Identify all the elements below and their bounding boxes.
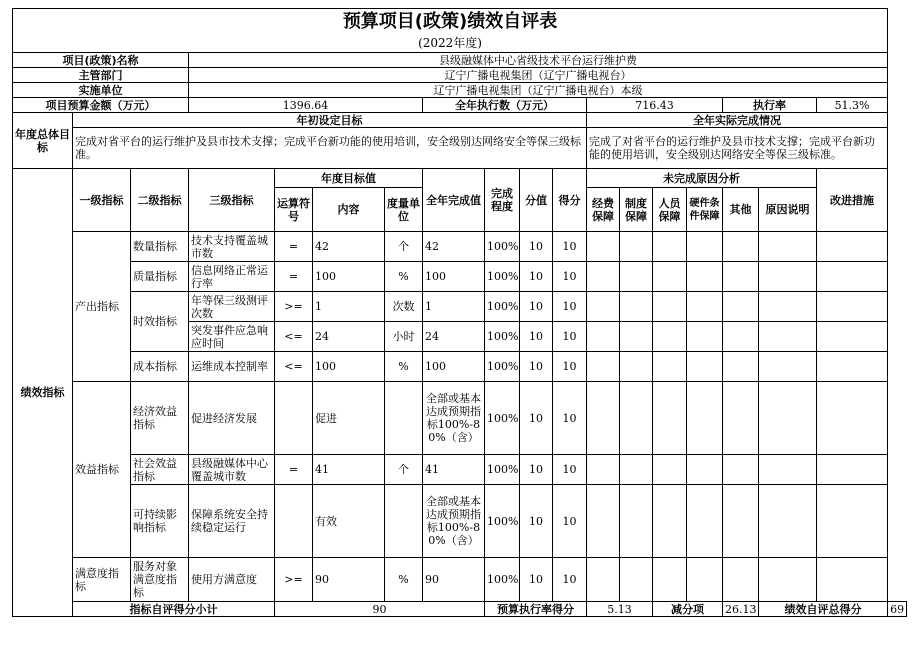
reason-cell xyxy=(587,455,620,485)
row-level2: 数量指标 xyxy=(131,232,189,262)
execution-rate: 51.3% xyxy=(817,98,888,113)
row-unit: 小时 xyxy=(385,322,423,352)
row-level3: 信息网络正常运行率 xyxy=(189,262,275,292)
row-degree: 100% xyxy=(485,292,520,322)
improvement-cell xyxy=(817,232,888,262)
row-unit: % xyxy=(385,262,423,292)
row-unit: 个 xyxy=(385,455,423,485)
table-row xyxy=(13,232,907,262)
row-operator: >= xyxy=(275,292,313,322)
header-reason-other: 其他 xyxy=(723,188,759,232)
subtotal-score: 90 xyxy=(275,602,485,617)
row-level3: 县级融媒体中心覆盖城市数 xyxy=(189,455,275,485)
row-level3: 保障系统安全持续稳定运行 xyxy=(189,485,275,558)
row-degree: 100% xyxy=(485,232,520,262)
summary-row xyxy=(13,602,907,617)
row-operator xyxy=(275,485,313,558)
header-completion-degree: 完成程度 xyxy=(485,169,520,232)
budget-score-label: 预算执行率得分 xyxy=(485,602,587,617)
reason-cell xyxy=(653,232,687,262)
reason-cell xyxy=(687,292,723,322)
row-level3: 年等保三级测评次数 xyxy=(189,292,275,322)
reason-cell xyxy=(587,232,620,262)
row-actual: 全部或基本达成预期指标100%-80%（含） xyxy=(423,382,485,455)
reason-cell xyxy=(587,262,620,292)
row-score-value: 10 xyxy=(520,352,553,382)
header-level3: 三级指标 xyxy=(189,169,275,232)
improvement-cell xyxy=(817,455,888,485)
reason-cell xyxy=(620,262,653,292)
row-score-value: 10 xyxy=(520,322,553,352)
reason-cell xyxy=(620,382,653,455)
initial-goal-text: 完成对省平台的运行维护及县市技术支撑；完成平台新功能的使用培训，安全级别达网络安全等保三级标准。 xyxy=(73,128,587,169)
reason-cell xyxy=(653,485,687,558)
actual-completion-label: 全年实际完成情况 xyxy=(587,113,888,128)
row-score: 10 xyxy=(553,455,587,485)
reason-cell xyxy=(723,382,759,455)
row-operator xyxy=(275,382,313,455)
annual-goal-label: 年度总体目标 xyxy=(13,113,73,169)
header-reason-funds: 经费保障 xyxy=(587,188,620,232)
project-name-label: 项目(政策)名称 xyxy=(13,53,189,68)
table-row xyxy=(13,558,907,602)
row-level3: 突发事件应急响应时间 xyxy=(189,322,275,352)
row-score: 10 xyxy=(553,485,587,558)
row-unit: 个 xyxy=(385,232,423,262)
row-level2: 社会效益指标 xyxy=(131,455,189,485)
reason-cell xyxy=(723,292,759,322)
row-level2: 可持续影响指标 xyxy=(131,485,189,558)
reason-cell xyxy=(587,292,620,322)
row-actual: 1 xyxy=(423,292,485,322)
deduction-score: 26.13 xyxy=(723,602,759,617)
row-level2: 经济效益指标 xyxy=(131,382,189,455)
group-benefit: 效益指标 xyxy=(73,382,131,558)
form-title-cell xyxy=(13,9,888,35)
reason-cell xyxy=(653,352,687,382)
reason-cell xyxy=(723,485,759,558)
reason-cell xyxy=(687,232,723,262)
reason-cell xyxy=(587,558,620,602)
row-operator: = xyxy=(275,262,313,292)
row-unit: % xyxy=(385,352,423,382)
reason-cell xyxy=(653,382,687,455)
subtotal-label: 指标自评得分小计 xyxy=(73,602,275,617)
self-evaluation-table xyxy=(12,8,907,617)
row-content: 促进 xyxy=(313,382,385,455)
reason-cell xyxy=(620,292,653,322)
reason-cell xyxy=(653,455,687,485)
reason-cell xyxy=(759,262,817,292)
reason-cell xyxy=(723,322,759,352)
improvement-cell xyxy=(817,558,888,602)
row-unit xyxy=(385,382,423,455)
improvement-cell xyxy=(817,382,888,455)
row-score-value: 10 xyxy=(520,232,553,262)
reason-cell xyxy=(759,382,817,455)
form-year-cell xyxy=(13,35,888,53)
deduction-label: 减分项 xyxy=(653,602,723,617)
header-operator: 运算符号 xyxy=(275,188,313,232)
row-score: 10 xyxy=(553,382,587,455)
row-content: 41 xyxy=(313,455,385,485)
row-degree: 100% xyxy=(485,262,520,292)
row-level2: 时效指标 xyxy=(131,292,189,352)
table-row xyxy=(13,262,907,292)
reason-cell xyxy=(653,558,687,602)
reason-cell xyxy=(723,262,759,292)
improvement-cell xyxy=(817,322,888,352)
header-score-value: 分值 xyxy=(520,169,553,232)
reason-cell xyxy=(759,322,817,352)
row-degree: 100% xyxy=(485,455,520,485)
reason-cell xyxy=(687,485,723,558)
row-operator: <= xyxy=(275,322,313,352)
budget-score: 5.13 xyxy=(587,602,653,617)
row-degree: 100% xyxy=(485,485,520,558)
row-content: 42 xyxy=(313,232,385,262)
improvement-cell xyxy=(817,485,888,558)
header-reason-hardware: 硬件条件保障 xyxy=(687,188,723,232)
reason-cell xyxy=(620,322,653,352)
row-level3: 运维成本控制率 xyxy=(189,352,275,382)
row-level2: 成本指标 xyxy=(131,352,189,382)
row-score-value: 10 xyxy=(520,455,553,485)
row-operator: = xyxy=(275,455,313,485)
reason-cell xyxy=(687,262,723,292)
total-score-label: 绩效自评总得分 xyxy=(759,602,888,617)
project-name: 县级融媒体中心省级技术平台运行维护费 xyxy=(189,53,888,68)
row-score: 10 xyxy=(553,262,587,292)
reason-cell xyxy=(587,352,620,382)
reason-cell xyxy=(653,292,687,322)
reason-cell xyxy=(620,232,653,262)
header-reason-system: 制度保障 xyxy=(620,188,653,232)
row-score: 10 xyxy=(553,352,587,382)
budget-label: 项目预算金额（万元） xyxy=(13,98,189,113)
row-content: 100 xyxy=(313,352,385,382)
row-degree: 100% xyxy=(485,558,520,602)
table-row xyxy=(13,485,907,558)
header-level2: 二级指标 xyxy=(131,169,189,232)
reason-cell xyxy=(687,382,723,455)
implementing-unit: 辽宁广播电视集团（辽宁广播电视台）本级 xyxy=(189,83,888,98)
unit-label: 实施单位 xyxy=(13,83,189,98)
row-score-value: 10 xyxy=(520,292,553,322)
row-actual: 100 xyxy=(423,352,485,382)
reason-cell xyxy=(620,558,653,602)
header-reason-explain: 原因说明 xyxy=(759,188,817,232)
header-improvement: 改进措施 xyxy=(817,169,888,232)
row-level2: 质量指标 xyxy=(131,262,189,292)
table-row xyxy=(13,455,907,485)
group-satisfaction: 满意度指标 xyxy=(73,558,131,602)
department: 辽宁广播电视集团（辽宁广播电视台） xyxy=(189,68,888,83)
reason-cell xyxy=(759,485,817,558)
header-level1: 一级指标 xyxy=(73,169,131,232)
row-actual: 42 xyxy=(423,232,485,262)
reason-cell xyxy=(587,322,620,352)
row-unit: 次数 xyxy=(385,292,423,322)
row-level3: 使用方满意度 xyxy=(189,558,275,602)
row-degree: 100% xyxy=(485,382,520,455)
reason-cell xyxy=(687,558,723,602)
row-actual: 24 xyxy=(423,322,485,352)
row-operator: = xyxy=(275,232,313,262)
reason-cell xyxy=(653,322,687,352)
performance-indicators-label: 绩效指标 xyxy=(13,169,73,617)
row-actual: 90 xyxy=(423,558,485,602)
reason-cell xyxy=(759,232,817,262)
row-score: 10 xyxy=(553,558,587,602)
improvement-cell xyxy=(817,352,888,382)
header-content: 内容 xyxy=(313,188,385,232)
reason-cell xyxy=(723,232,759,262)
department-label: 主管部门 xyxy=(13,68,189,83)
row-content: 90 xyxy=(313,558,385,602)
reason-cell xyxy=(723,455,759,485)
group-output: 产出指标 xyxy=(73,232,131,382)
reason-cell xyxy=(687,352,723,382)
header-annual-target: 年度目标值 xyxy=(275,169,423,188)
reason-cell xyxy=(723,558,759,602)
reason-cell xyxy=(620,352,653,382)
table-row xyxy=(13,352,907,382)
row-degree: 100% xyxy=(485,322,520,352)
row-actual: 41 xyxy=(423,455,485,485)
row-score-value: 10 xyxy=(520,558,553,602)
header-reason-analysis: 未完成原因分析 xyxy=(587,169,817,188)
actual-completion-text: 完成了对省平台的运行维护及县市技术支撑；完成平台新功能的使用培训，安全级别达网络安全等保三级标准。 xyxy=(587,128,888,169)
row-content: 24 xyxy=(313,322,385,352)
row-operator: >= xyxy=(275,558,313,602)
reason-cell xyxy=(620,485,653,558)
row-operator: <= xyxy=(275,352,313,382)
row-unit xyxy=(385,485,423,558)
execution-rate-label: 执行率 xyxy=(723,98,817,113)
reason-cell xyxy=(759,352,817,382)
header-unit: 度量单位 xyxy=(385,188,423,232)
row-score: 10 xyxy=(553,232,587,262)
row-score: 10 xyxy=(553,292,587,322)
improvement-cell xyxy=(817,292,888,322)
header-score: 得分 xyxy=(553,169,587,232)
row-unit: % xyxy=(385,558,423,602)
reason-cell xyxy=(759,558,817,602)
row-score-value: 10 xyxy=(520,262,553,292)
row-score-value: 10 xyxy=(520,382,553,455)
executed-label: 全年执行数（万元） xyxy=(423,98,587,113)
row-actual: 全部或基本达成预期指标100%-80%（含） xyxy=(423,485,485,558)
total-score: 69 xyxy=(888,602,907,617)
header-actual-value: 全年完成值 xyxy=(423,169,485,232)
reason-cell xyxy=(687,322,723,352)
row-score-value: 10 xyxy=(520,485,553,558)
reason-cell xyxy=(587,485,620,558)
header-reason-staff: 人员保障 xyxy=(653,188,687,232)
row-score: 10 xyxy=(553,322,587,352)
reason-cell xyxy=(759,292,817,322)
row-degree: 100% xyxy=(485,352,520,382)
row-actual: 100 xyxy=(423,262,485,292)
form-title: 预算项目(政策)绩效自评表 xyxy=(342,10,558,32)
row-level3: 促进经济发展 xyxy=(189,382,275,455)
reason-cell xyxy=(723,352,759,382)
row-content: 有效 xyxy=(313,485,385,558)
improvement-cell xyxy=(817,262,888,292)
reason-cell xyxy=(759,455,817,485)
table-row xyxy=(13,292,907,322)
executed-amount: 716.43 xyxy=(587,98,723,113)
budget-amount: 1396.64 xyxy=(189,98,423,113)
row-level2: 服务对象满意度指标 xyxy=(131,558,189,602)
table-row xyxy=(13,382,907,455)
row-content: 1 xyxy=(313,292,385,322)
row-content: 100 xyxy=(313,262,385,292)
reason-cell xyxy=(653,262,687,292)
reason-cell xyxy=(687,455,723,485)
row-level3: 技术支持覆盖城市数 xyxy=(189,232,275,262)
reason-cell xyxy=(620,455,653,485)
form-year: (2022年度) xyxy=(418,36,482,51)
initial-goal-label: 年初设定目标 xyxy=(73,113,587,128)
reason-cell xyxy=(587,382,620,455)
